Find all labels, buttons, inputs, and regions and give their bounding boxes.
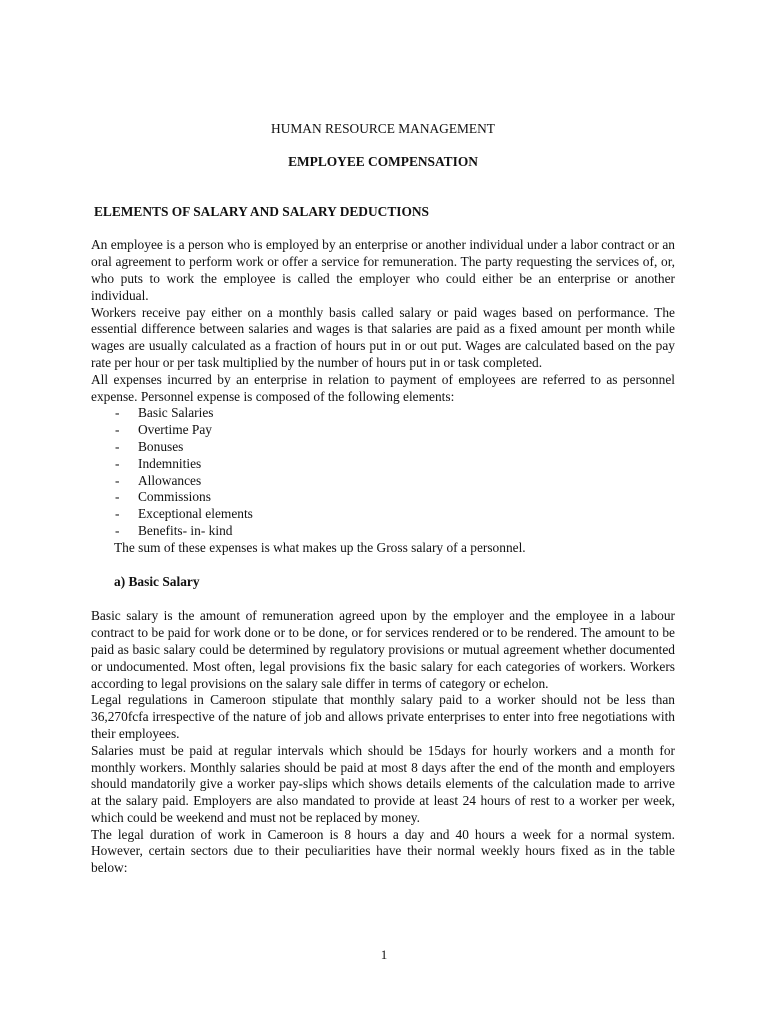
page-content: [91, 117, 675, 877]
list-item-label: Exceptional elements: [138, 506, 253, 522]
intro-paragraph-expenses: All expenses incurred by an enterprise in relation to payment of employees are referred to as personnel expense. Personnel expense is composed of the following elements:: [91, 371, 675, 404]
basic-salary-paragraph-definition: Basic salary is the amount of remuneration agreed upon by the employer and the employee in a labour contract to be paid for work done or to be done, or for services rendered or to be rendered. The amount to be paid as basic salary could be determined by regulatory provisions or mutual agreement whether documented or undocumented. Most often, legal provisions fix the basic salary for each categories of workers. Workers according to legal provisions on the salary sale differ in terms of category or echelon.: [91, 608, 675, 691]
list-item: [91, 489, 675, 506]
list-bullet: -: [115, 438, 120, 454]
basic-salary-paragraph-intervals: Salaries must be paid at regular intervals which should be 15days for hourly workers and a month for monthly workers. Monthly salaries should be paid at most 8 days after the end of the month and employers should mandatorily give a worker pay-slips which shows details elements of the calculation made to arrive at the salary paid. Employers are also mandated to provide at least 24 hours of rest to a worker per week, which could be weekend and must not be replaced by money.: [91, 742, 675, 825]
list-item-label: Benefits- in- kind: [138, 522, 233, 538]
list-item: [91, 473, 675, 490]
list-bullet: -: [115, 455, 120, 471]
gross-salary-summary: The sum of these expenses is what makes up the Gross salary of a personnel.: [114, 539, 526, 555]
list-bullet: -: [115, 422, 120, 438]
basic-salary-paragraph-regulations: Legal regulations in Cameroon stipulate that monthly salary paid to a worker should not be less than 36,270fcfa irrespective of the nature of job and allows private enterprises to enter into free negotiations with their employees.: [91, 692, 675, 741]
list-item: [91, 523, 675, 540]
list-item-label: Commissions: [138, 489, 211, 505]
list-item-label: Bonuses: [138, 438, 184, 454]
section-title: ELEMENTS OF SALARY AND SALARY DEDUCTIONS: [94, 203, 429, 219]
list-item-label: Indemnities: [138, 455, 202, 471]
list-item: [91, 456, 675, 473]
list-bullet: -: [115, 506, 120, 522]
page-number: 1: [380, 947, 388, 962]
list-item: [91, 506, 675, 523]
basic-salary-heading: a) Basic Salary: [114, 573, 200, 589]
list-item: [91, 422, 675, 439]
list-bullet: -: [115, 522, 120, 538]
list-bullet: -: [115, 405, 120, 421]
list-bullet: -: [115, 489, 120, 505]
list-item: [91, 405, 675, 422]
basic-salary-paragraph-duration: The legal duration of work in Cameroon is 8 hours a day and 40 hours a week for a normal system. However, certain sectors due to their peculiarities have their normal weekly hours fixed as in the table below:: [91, 826, 675, 876]
topic-title: EMPLOYEE COMPENSATION: [288, 153, 478, 169]
list-item-label: Overtime Pay: [138, 422, 213, 438]
course-title: HUMAN RESOURCE MANAGEMENT: [271, 121, 495, 136]
list-bullet: -: [115, 472, 120, 488]
list-item: [91, 439, 675, 456]
list-item-label: Basic Salaries: [138, 405, 214, 421]
list-item-label: Allowances: [138, 472, 202, 488]
intro-paragraph-employee: An employee is a person who is employed by an enterprise or another individual under a labor contract or an oral agreement to perform work or offer a service for remuneration. The party requesting the services of, or, who puts to work the employee is called the employer who could either be an enterprise or another individual.: [91, 237, 675, 303]
intro-paragraph-workers: Workers receive pay either on a monthly basis called salary or paid wages based on performance. The essential difference between salaries and wages is that salaries are paid as a fixed amount per month while wages are usually calculated as a fraction of hours put in or out put. Wages are calculated based on the pay rate per hour or per task multiplied by the number of hours put in or task completed.: [91, 304, 675, 370]
personnel-expense-list: [91, 405, 675, 539]
